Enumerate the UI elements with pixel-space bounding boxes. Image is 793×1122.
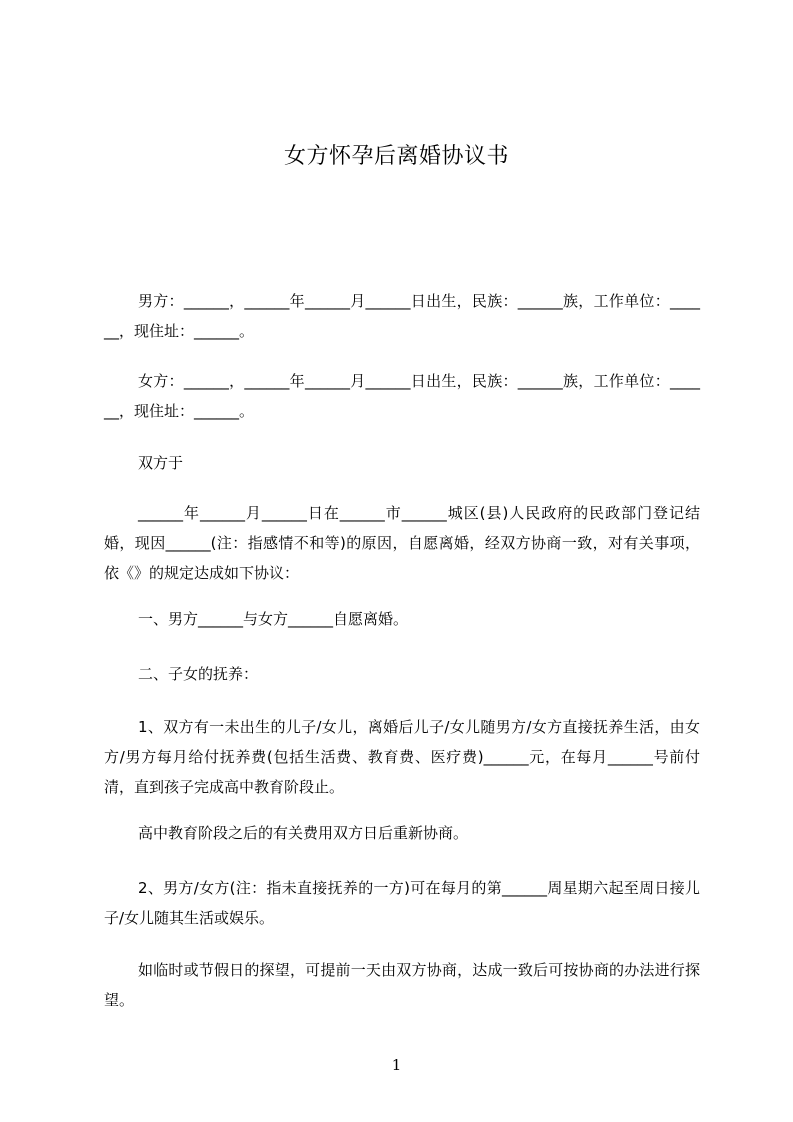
paragraph-clause-two-heading: 二、子女的抚养：	[138, 665, 259, 683]
page-number: 1	[391, 1056, 402, 1074]
paragraph-female-party: 女方：______，______年______月______日出生，民族：______族，工作单位：______，现住址：______。	[104, 372, 700, 420]
paragraph-both-parties: 双方于	[138, 454, 184, 472]
paragraph-male-party: 男方：______，______年______月______日出生，民族：______族，工作单位：______，现住址：______。	[104, 292, 700, 340]
paragraph-post-highschool-costs: 高中教育阶段之后的有关费用双方日后重新协商。	[138, 824, 469, 842]
paragraph-holiday-visitation: 如临时或节假日的探望，可提前一天由双方协商，达成一致后可按协商的办法进行探望。	[104, 961, 700, 1009]
paragraph-child-support: 1、双方有一未出生的儿子/女儿，离婚后儿子/女儿随男方/女方直接抚养生活，由女方/男方每月给付抚养费(包括生活费、教育费、医疗费)______元，在每月______号前付清，直到孩子完成高中教育阶段止。	[104, 718, 700, 796]
paragraph-visitation: 2、男方/女方(注：指未直接抚养的一方)可在每月的第______周星期六起至周日接儿子/女儿随其生活或娱乐。	[104, 879, 700, 927]
paragraph-clause-one: 一、男方______与女方______自愿离婚。	[138, 610, 409, 628]
document-title: 女方怀孕后离婚协议书	[283, 144, 509, 169]
paragraph-marriage-registration: ______年______月______日在______市______城区(县)人民政府的民政部门登记结婚，现因______(注：指感情不和等)的原因，自愿离婚，经双方协商一致，对有关事项，依《》的规定达成如下协议：	[104, 504, 700, 582]
